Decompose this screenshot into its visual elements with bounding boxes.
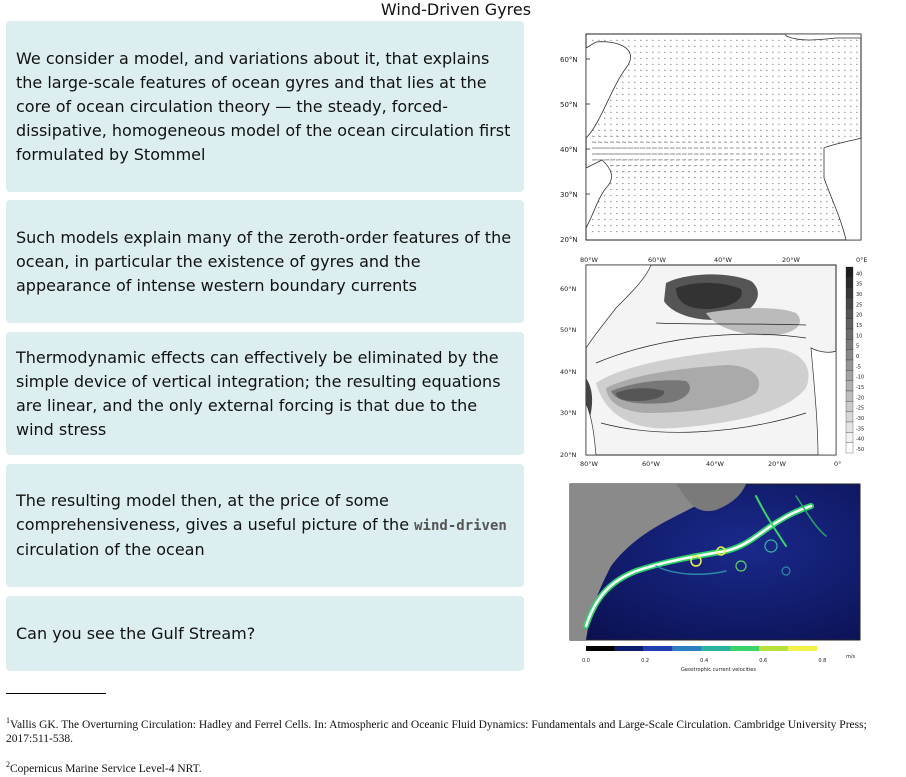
colorbar-tick-label: 0.6: [759, 658, 768, 664]
colorbar-cell: [846, 422, 853, 432]
colorbar-tick-label: 40: [856, 271, 863, 278]
colorbar-tick-label: 5: [856, 343, 860, 350]
colorbar: [582, 646, 846, 664]
footnote-mark: 2: [6, 760, 10, 769]
footnote-text: Copernicus Marine Service Level-4 NRT.: [10, 762, 202, 775]
lat-label: 20°N: [560, 236, 578, 244]
colorbar-tick-label: -5: [856, 364, 861, 371]
colorbar-cell: [846, 391, 853, 401]
lat-label: 30°N: [560, 191, 578, 199]
colorbar-tick-label: 0.0: [582, 658, 590, 664]
footnote-1: [6, 714, 906, 746]
colorbar-cell: [846, 308, 853, 318]
footnote-mark: 1: [6, 716, 10, 725]
colorbar-cell: [846, 360, 853, 370]
code-term: wind-driven: [414, 518, 507, 534]
colorbar-tick-label: -40: [856, 436, 865, 443]
footnote-text: Vallis GK. The Overturning Circulation: Hadley and Ferrel Cells. In: Atmospheric and Oceanic Fluid Dynamics: Fundamentals and Large-Scale Circulation. Cambridge University Press; 2017:511-538.: [6, 718, 867, 745]
colorbar-cell: [615, 646, 644, 651]
colorbar-tick-label: 0.2: [641, 658, 650, 664]
box-text: Such models explain many of the zeroth-order features of the ocean, in particular the existence of gyres and the appearance of intense western boundary currents: [16, 227, 512, 295]
colorbar: [846, 267, 864, 453]
colorbar-tick-label: -35: [856, 426, 865, 433]
colorbar-cell: [846, 370, 853, 380]
colorbar-tick-label: 0.4: [700, 658, 709, 664]
colorbar-tick-label: 25: [856, 302, 863, 309]
colorbar-cell: [846, 432, 853, 442]
lat-label: 50°N: [560, 326, 577, 334]
box-text: Can you see the Gulf Stream?: [16, 623, 256, 643]
lat-label: 30°N: [560, 409, 577, 417]
lat-label: 40°N: [560, 146, 578, 154]
colorbar-label: Geostrophic current velocities: [681, 667, 756, 673]
lon-label: 80°W: [580, 460, 598, 468]
colorbar-tick-label: 30: [856, 291, 863, 298]
box-text: We consider a model, and variations about it, that explains the large-scale features of ocean gyres and that lies at the core of ocean circulation theory — the steady, forced-dissipative, homogeneous model of the ocean circulation first formulated by Stommel: [16, 48, 511, 164]
colorbar-cell: [702, 646, 731, 651]
colorbar-tick-label: 20: [856, 312, 863, 319]
colorbar-tick-label: -25: [856, 405, 865, 412]
colorbar-cell: [846, 350, 853, 360]
colorbar-tick-label: -15: [856, 384, 865, 391]
lon-label: 40°W: [706, 460, 724, 468]
colorbar-unit: m/s: [846, 654, 856, 660]
colorbar-tick-label: 15: [856, 322, 863, 329]
text-box-4: [6, 464, 524, 587]
lon-label: 0°: [834, 460, 842, 468]
lat-label: 60°N: [560, 56, 578, 64]
box-text: Thermodynamic effects can effectively be eliminated by the simple device of vertical integration; the resulting equations are linear, and the only external forcing is that due to the wind stress: [16, 347, 501, 439]
colorbar-cell: [846, 443, 853, 453]
text-box-5: [6, 596, 524, 671]
lat-label: 40°N: [560, 368, 577, 376]
lat-label: 60°N: [560, 285, 577, 293]
text-box-3: [6, 332, 524, 455]
lat-label: 20°N: [560, 451, 577, 459]
box-text: [16, 489, 514, 562]
lat-label: 50°N: [560, 101, 578, 109]
wind-vector-map: [556, 28, 868, 248]
colorbar-cell: [759, 646, 788, 651]
footnote-rule: [6, 693, 106, 694]
lon-label: 0°E: [856, 256, 868, 264]
colorbar-tick-label: -50: [856, 446, 865, 453]
lon-label: 40°W: [714, 256, 732, 264]
colorbar-tick-label: 0: [856, 353, 860, 360]
colorbar-tick-label: -20: [856, 395, 865, 402]
lon-label: 80°W: [580, 256, 598, 264]
colorbar-tick-label: -10: [856, 374, 865, 381]
colorbar-cell: [846, 401, 853, 411]
colorbar-tick-label: -30: [856, 415, 865, 422]
geostrophic-velocity-map: [556, 476, 868, 676]
colorbar-cell: [846, 277, 853, 287]
colorbar-cell: [846, 339, 853, 349]
sea-surface-height-contour-map: [556, 253, 868, 469]
colorbar-cell: [817, 646, 846, 651]
colorbar-tick-label: 10: [856, 333, 863, 340]
lon-label: 20°W: [768, 460, 786, 468]
box-text-after: circulation of the ocean: [16, 540, 205, 559]
colorbar-tick-label: 35: [856, 281, 863, 288]
colorbar-tick-label: 0.8: [818, 658, 827, 664]
colorbar-cell: [846, 267, 853, 277]
lon-label: 60°W: [642, 460, 660, 468]
page-title: Wind-Driven Gyres: [380, 0, 532, 19]
lon-label: 20°W: [782, 256, 800, 264]
colorbar-cell: [846, 319, 853, 329]
colorbar-cell: [846, 381, 853, 391]
colorbar-cell: [586, 646, 615, 651]
colorbar-cell: [846, 412, 853, 422]
colorbar-cell: [788, 646, 817, 651]
colorbar-cell: [846, 298, 853, 308]
box-text-before: The resulting model then, at the price of some comprehensiveness, gives a useful picture of the: [16, 491, 415, 534]
colorbar-cell: [644, 646, 673, 651]
colorbar-cell: [846, 288, 853, 298]
text-box-1: [6, 21, 524, 192]
colorbar-cell: [673, 646, 702, 651]
colorbar-cell: [846, 329, 853, 339]
text-box-2: [6, 200, 524, 323]
lon-label: 60°W: [648, 256, 666, 264]
colorbar-cell: [730, 646, 759, 651]
footnote-2: [6, 758, 906, 776]
